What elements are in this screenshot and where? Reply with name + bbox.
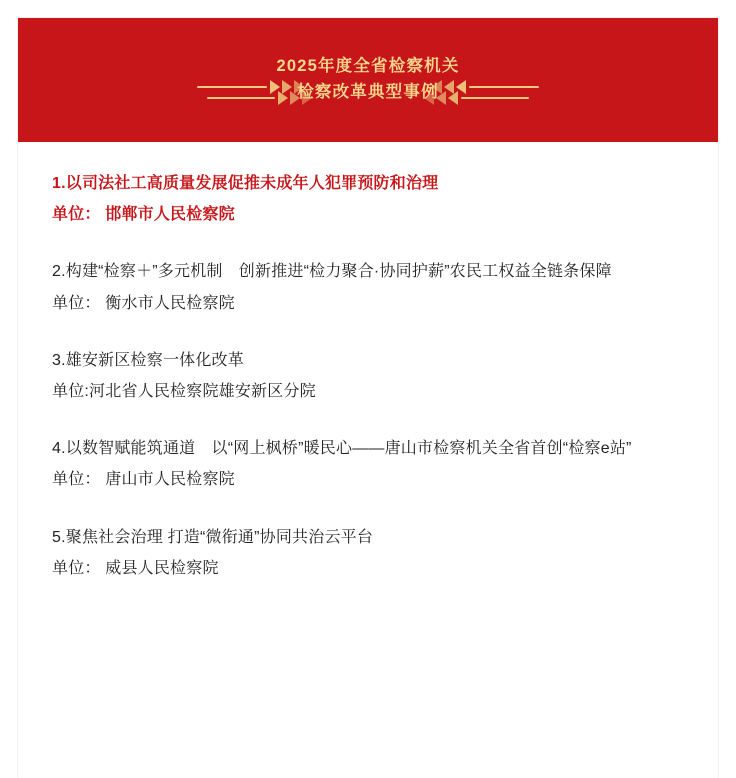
- list-item: [52, 345, 684, 407]
- entry-list: [18, 142, 718, 614]
- entry-unit: 单位： 威县人民检察院: [52, 559, 219, 577]
- header-title-wrap: [18, 18, 718, 142]
- entry-title: 2.构建“检察＋”多元机制 创新推进“检力聚合·协同护薪”农民工权益全链条保障: [52, 263, 612, 281]
- list-item: [52, 256, 684, 318]
- entry-title: 1.以司法社工高质量发展促推未成年人犯罪预防和治理: [52, 175, 439, 192]
- entry-unit: 单位： 邯郸市人民检察院: [52, 206, 235, 224]
- title-line-2: 检察改革典型事例: [297, 83, 439, 101]
- entry-title: 4.以数智赋能筑通道 以“网上枫桥”暖民心——唐山市检察机关全省首创“检察e站”: [52, 440, 632, 458]
- list-item: [52, 168, 684, 230]
- list-item: [52, 433, 684, 495]
- entry-title: 5.聚焦社会治理 打造“微衔通”协同共治云平台: [52, 528, 374, 546]
- page-title: [276, 54, 459, 105]
- list-item: [52, 522, 684, 584]
- entry-unit: 单位:河北省人民检察院雄安新区分院: [52, 382, 316, 400]
- entry-unit: 单位： 衡水市人民检察院: [52, 294, 235, 312]
- title-line-1: 2025年度全省检察机关: [276, 57, 460, 76]
- entry-title: 3.雄安新区检察一体化改革: [52, 351, 244, 369]
- document-card: [18, 18, 718, 778]
- document-header: [18, 18, 718, 142]
- entry-unit: 单位： 唐山市人民检察院: [52, 471, 235, 489]
